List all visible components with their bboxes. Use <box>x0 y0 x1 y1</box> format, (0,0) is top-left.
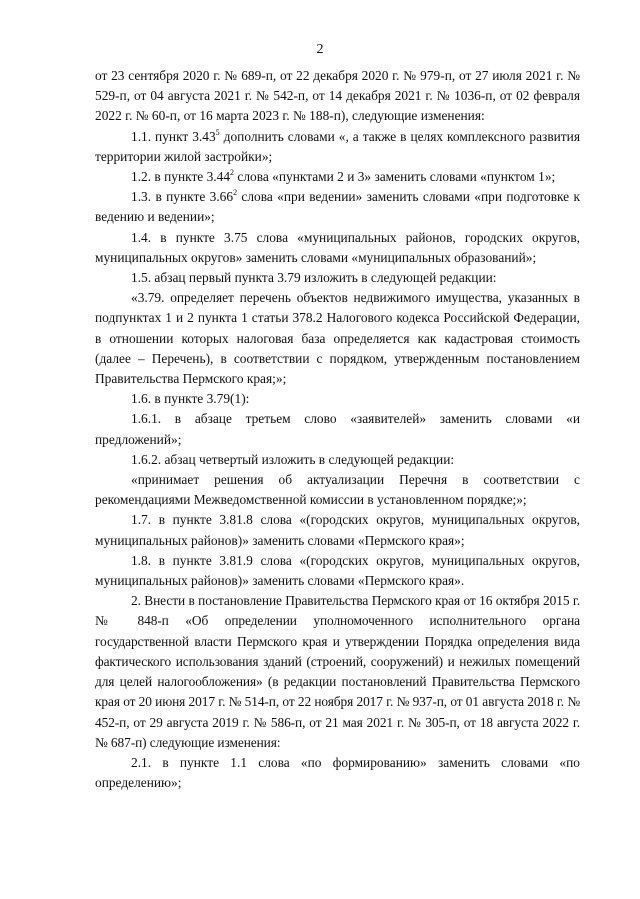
paragraph-1-2-start: 1.2. в пункте 3.44 <box>131 169 231 185</box>
paragraph-quote-actualization: «принимает решения об актуализации Перечня в соответствии с рекомендациями Межведомственной комиссии в установленном порядке;»; <box>95 472 580 508</box>
superscript-1-3: 2 <box>233 188 238 198</box>
paragraph-1-4: 1.4. в пункте 3.75 слова «муниципальных районов, городских округов, муниципальных округов» заменить словами «муниципальных образований»; <box>95 229 580 265</box>
paragraph-1-3-start: 1.3. в пункте 3.66 <box>131 189 234 205</box>
paragraph-1-6-1: 1.6.1. в абзаце третьем слово «заявителей» заменить словами «и предложений»; <box>95 411 580 447</box>
paragraph-1-3 <box>95 187 580 227</box>
paragraph-quote-3-79: «3.79. определяет перечень объектов недвижимого имущества, указанных в подпунктах 1 и 2 пункта 1 статьи 378.2 Налогового кодекса Российской Федерации, в отношении которых налоговая база определяется как кадастровая стоимость (далее – Перечень), в соответствии с порядком, утвержденным постановлением Правительства Пермского края;»; <box>95 290 580 387</box>
paragraph-1-2-end: слова «пунктами 2 и 3» заменить словами «пунктом 1»; <box>234 169 556 185</box>
paragraph-1-5: 1.5. абзац первый пункта 3.79 изложить в следующей редакции: <box>131 270 497 286</box>
paragraph-1-1 <box>95 127 580 167</box>
paragraph-2-1: 2.1. в пункте 1.1 слова «по формированию» заменить словами «по определению»; <box>95 754 580 791</box>
paragraph-1-1-end: дополнить словами «, а также в целях комплексного развития территории жилой застройки»; <box>95 128 580 164</box>
document-body <box>95 66 580 793</box>
superscript-1-2: 2 <box>230 168 235 178</box>
paragraph-1-6: 1.6. в пункте 3.79(1): <box>131 391 250 407</box>
paragraph-1-6-2: 1.6.2. абзац четвертый изложить в следующей редакции: <box>131 451 455 467</box>
paragraph-intro: от 23 сентября 2020 г. № 689-п, от 22 декабря 2020 г. № 979-п, от 27 июля 2021 г. № 529-п, от 04 августа 2021 г. № 542-п, от 14 декабря 2021 г. № 1036-п, от 02 февраля 2022 г. № 60-п, от 16 марта 2023 г. № 188-п), следующие изменения: <box>95 68 580 124</box>
paragraph-1-8: 1.8. в пункте 3.81.9 слова «(городских округов, муниципальных округов, муниципальных районов)» заменить словами «Пермского края». <box>95 552 580 589</box>
paragraph-1-7: 1.7. в пункте 3.81.8 слова «(городских округов, муниципальных округов, муниципальных районов)» заменить словами «Пермского края»; <box>95 512 580 548</box>
page-number: 2 <box>316 42 324 57</box>
superscript-1-1: 5 <box>215 127 220 137</box>
paragraph-1-1-start: 1.1. пункт 3.43 <box>131 128 216 144</box>
paragraph-1-3-end: слова «при ведении» заменить словами «при подготовке к ведению и ведении»; <box>95 189 580 225</box>
paragraph-2: 2. Внести в постановление Правительства Пермского края от 16 октября 2015 г. № 848-п «Об определении уполномоченного исполнительного органа государственной власти Пермского края и утверждении Порядка определения вида фактического использования зданий (строений, сооружений) и нежилых помещений для целей налогообложения» (в редакции постановлений Правительства Пермского края от 20 июня 2017 г. № 514-п, от 22 ноября 2017 г. № 937-п, от 01 августа 2018 г. № 452-п, от 29 августа 2019 г. № 586-п, от 21 мая 2021 г. № 305-п, от 18 августа 2022 г. № 687-п) следующие изменения: <box>95 593 580 750</box>
paragraph-1-2 <box>95 167 580 187</box>
